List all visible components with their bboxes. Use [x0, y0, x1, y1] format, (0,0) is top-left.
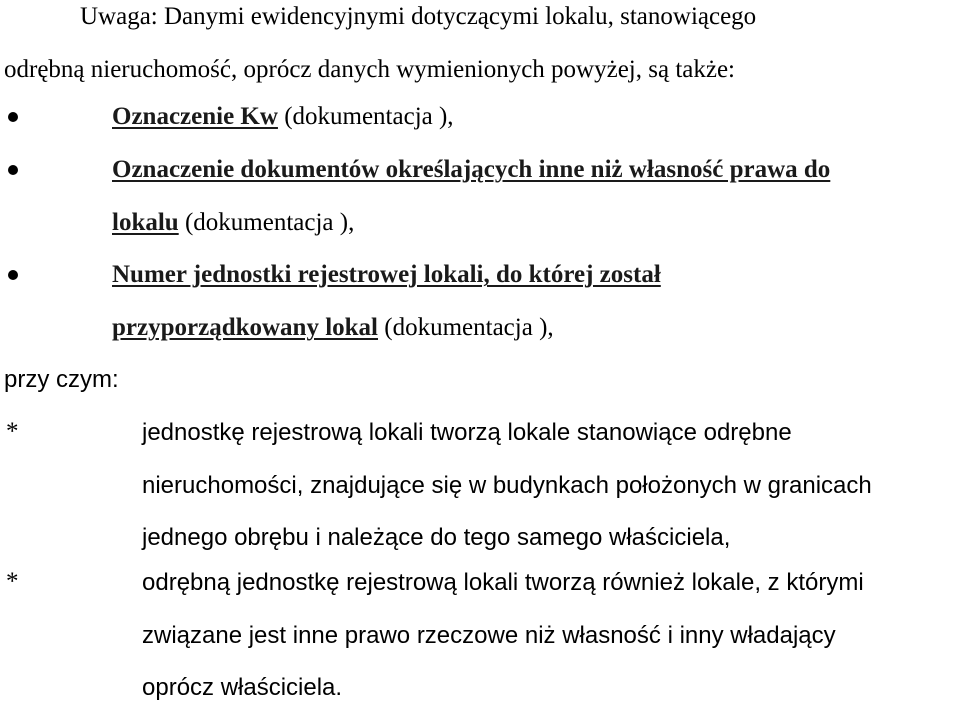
item-2-link-part-1[interactable]: Oznaczenie dokumentów określających inne niż własność prawa do [112, 156, 831, 183]
note-1-marker: * [6, 418, 19, 445]
item-1-suffix: (dokumentacja ), [277, 103, 454, 130]
bullet-2 [8, 165, 18, 175]
note-1-line-3: jednego obrębu i należące do tego samego właściciela, [142, 524, 731, 551]
note-2-line-2: związane jest inne prawo rzeczowe niż własność i inny władający [142, 622, 836, 649]
item-3-link-part-2[interactable]: przyporządkowany lokal [112, 314, 379, 341]
list-item-2-line-1 [112, 157, 830, 182]
note-1-line-1: jednostkę rejestrową lokali tworzą lokale stanowiące odrębne [142, 419, 792, 446]
note-2-line-1: odrębną jednostkę rejestrową lokali tworzą również lokale, z którymi [142, 569, 864, 596]
note-2-marker: * [6, 568, 19, 595]
item-2-link-part-2[interactable]: lokalu [112, 209, 179, 236]
note-label: przy czym: [4, 366, 119, 393]
note-1-line-2: nieruchomości, znajdujące się w budynkach położonych w granicach [142, 472, 872, 499]
list-item-3-line-2 [112, 315, 554, 340]
list-item-1 [112, 104, 454, 129]
item-3-suffix: (dokumentacja ), [378, 314, 554, 341]
item-1-link[interactable]: Oznaczenie Kw [112, 103, 278, 130]
list-item-3-line-1 [112, 262, 661, 287]
bullet-3 [8, 270, 18, 280]
intro-line-2: odrębną nieruchomość, oprócz danych wymienionych powyżej, są także: [4, 56, 735, 83]
list-item-2-line-2 [112, 210, 354, 235]
intro-line-1: Uwaga: Danymi ewidencyjnymi dotyczącymi lokalu, stanowiącego [80, 3, 757, 30]
item-3-link-part-1[interactable]: Numer jednostki rejestrowej lokali, do której został [112, 261, 661, 288]
bullet-1 [8, 112, 18, 122]
note-2-line-3: oprócz właściciela. [142, 674, 343, 701]
item-2-suffix: (dokumentacja ), [178, 209, 355, 236]
